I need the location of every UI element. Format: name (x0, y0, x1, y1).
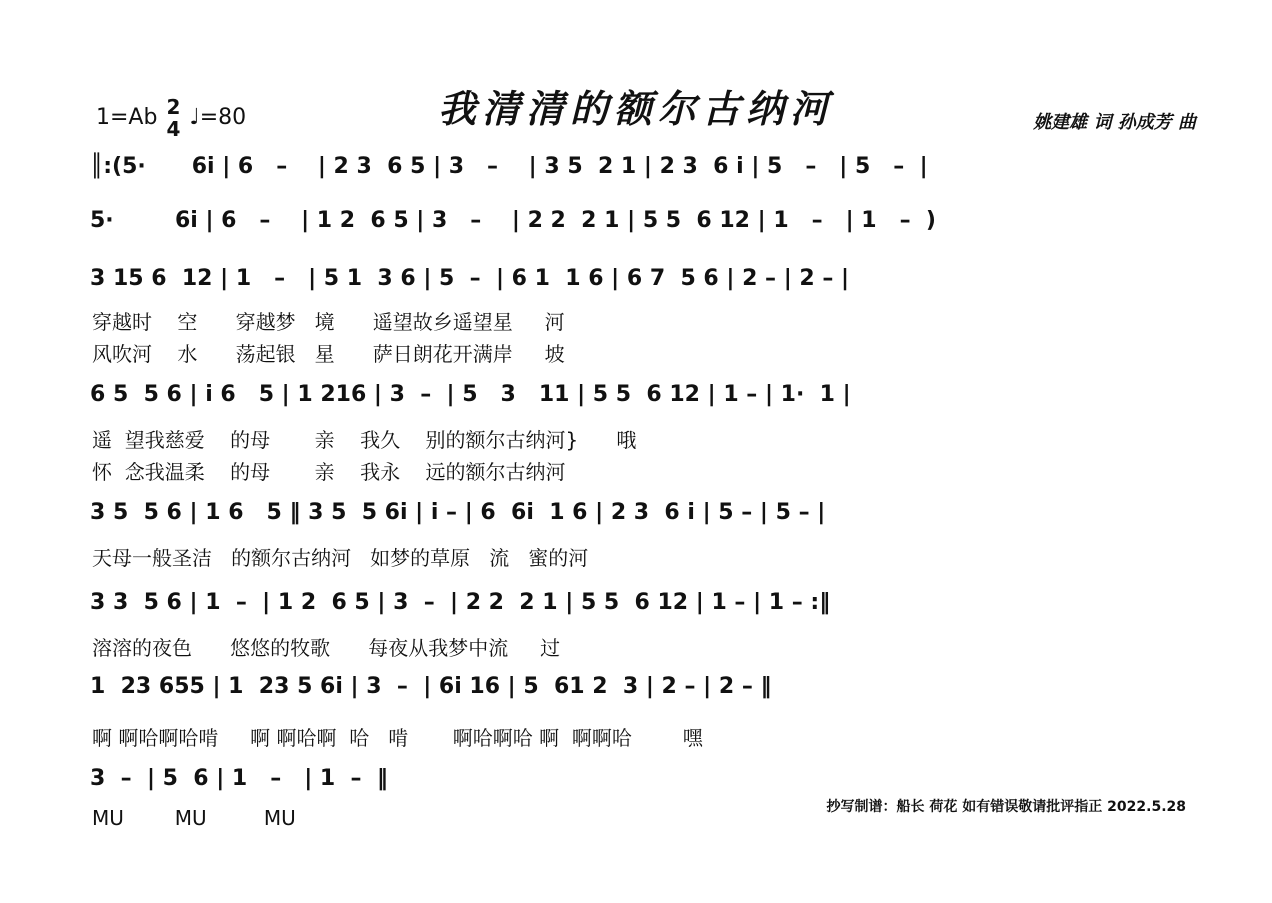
key-label: 1=Ab (96, 105, 158, 130)
stave-6-lyric-1: 溶溶的夜色 悠悠的牧歌 每夜从我梦中流 过 (92, 636, 561, 660)
stave-4-lyric-2: 怀 念我温柔 的母 亲 我永 远的额尔古纳河 (92, 460, 566, 484)
stave-1-notes: ║:(5· 6i | 6 – | 2 3 6 5 | 3 – | 3 5 2 1 | 2 3 6 i | 5 – | 5 – | (90, 154, 928, 179)
stave-6-notes: 3 3 5 6 | 1 – | 1 2 6 5 | 3 – | 2 2 2 1 | 5 5 6 12 | 1 – | 1 – :‖ (90, 590, 831, 615)
stave-4-lyric-1: 遥 望我慈爱 的母 亲 我久 别的额尔古纳河} 哦 (92, 428, 637, 452)
stave-7-notes: 1 23 655 | 1 23 5 6i | 3 – | 6i 16 | 5 61 2 3 | 2 – | 2 – ‖ (90, 674, 772, 699)
time-bottom: 4 (166, 117, 181, 141)
tempo-label: ♩=80 (189, 105, 247, 130)
stave-3-lyric-2: 风吹河 水 荡起银 星 萨日朗花开满岸 坡 (92, 342, 565, 366)
stave-5-notes: 3 5 5 6 | 1 6 5 ‖ 3 5 5 6i | i – | 6 6i 1 6 | 2 3 6 i | 5 – | 5 – | (90, 500, 826, 525)
credit-line: 姚建雄 词 孙成芳 曲 (1033, 112, 1196, 133)
song-title: 我清清的额尔古纳河 (437, 86, 834, 131)
stave-7-lyric-1: 啊 啊哈啊哈啃 啊 啊哈啊 哈 啃 啊哈啊哈 啊 啊啊哈 嘿 (92, 726, 703, 750)
stave-5-lyric-1: 天母一般圣洁 的额尔古纳河 如梦的草原 流 蜜的河 (92, 546, 589, 570)
stave-8-lyric-1: MU MU MU (92, 806, 296, 830)
time-top: 2 (166, 95, 181, 119)
stave-3-notes: 3 15 6 12 | 1 – | 5 1 3 6 | 5 – | 6 1 1 6 | 6 7 5 6 | 2 – | 2 – | (90, 266, 850, 291)
stave-3-lyric-1: 穿越时 空 穿越梦 境 遥望故乡遥望星 河 (92, 310, 565, 334)
footer-note: 抄写制谱：船长 荷花 如有错误敬请批评指正 2022.5.28 (826, 799, 1186, 815)
stave-8-notes: 3 – | 5 6 | 1 – | 1 – ‖ (90, 766, 388, 791)
stave-2-notes: 5· 6i | 6 – | 1 2 6 5 | 3 – | 2 2 2 1 | 5 5 6 12 | 1 – | 1 – ) (90, 208, 936, 233)
stave-4-notes: 6 5 5 6 | i 6 5 | 1 216 | 3 – | 5 3 11 | 5 5 6 12 | 1 – | 1· 1 | (90, 382, 851, 407)
